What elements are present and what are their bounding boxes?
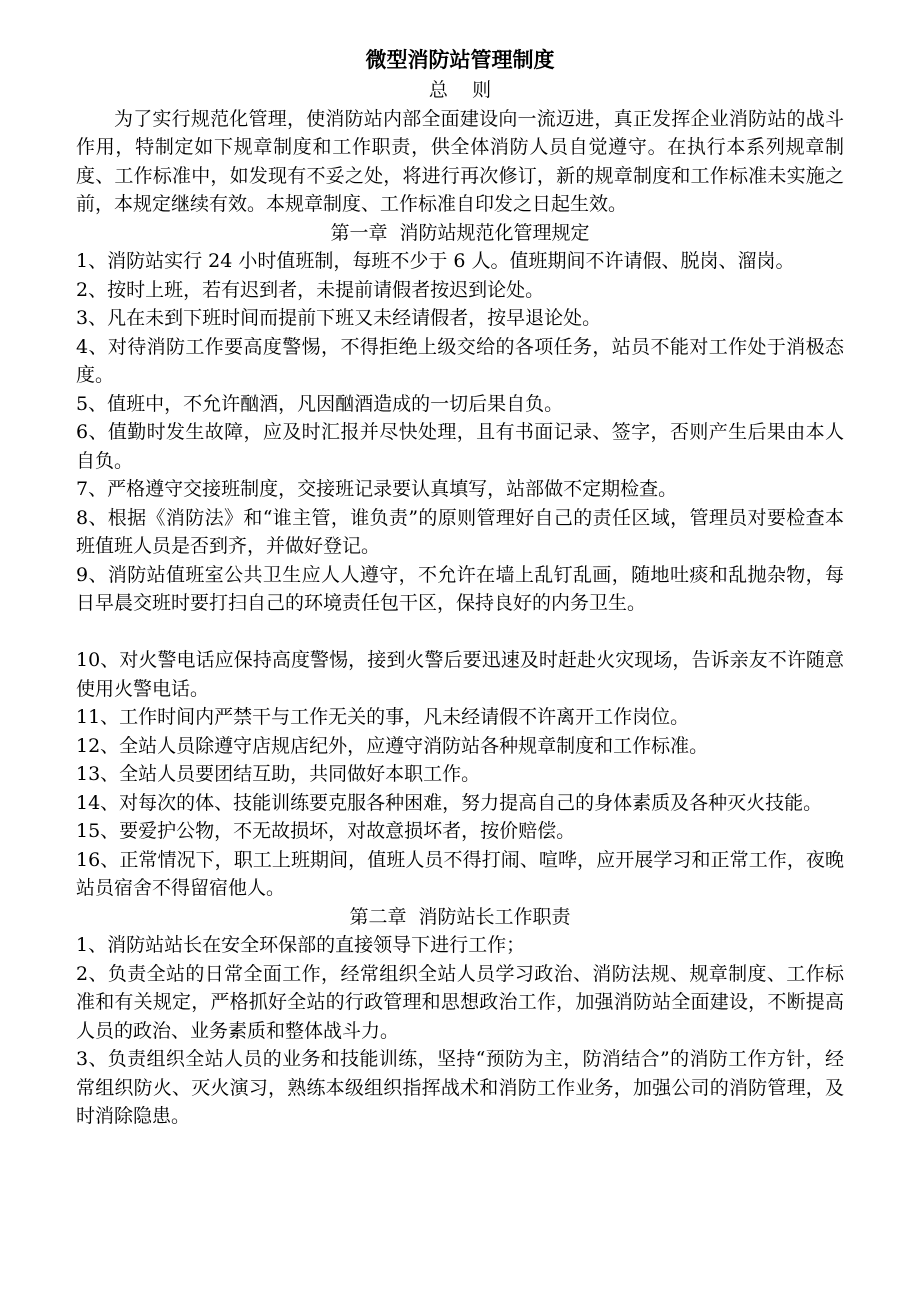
chapter1-item-3: 3、凡在未到下班时间而提前下班又未经请假者，按早退论处。	[76, 307, 602, 329]
chapter2-item-3: 3、负责组织全站人员的业务和技能训练，坚持“预防为主，防消结合”的消防工作方针，经常组织防火、灭火演习，熟练本级组织指挥战术和消防工作业务，加强公司的消防管理，及时消除隐患。	[76, 1048, 844, 1127]
chapter2-item-1: 1、消防站站长在安全环保部的直接领导下进行工作；	[76, 934, 526, 956]
chapter1-item-13: 13、全站人员要团结互助，共同做好本职工作。	[76, 763, 481, 785]
blank-line	[76, 618, 844, 647]
chapter2-item-2: 2、负责全站的日常全面工作，经常组织全站人员学习政治、消防法规、规章制度、工作标准和有关规定，严格抓好全站的行政管理和思想政治工作，加强消防站全面建设，不断提高人员的政治、业务素质和整体战斗力。	[76, 962, 844, 1042]
chapter1-item-12: 12、全站人员除遵守店规店纪外，应遵守消防站各种规章制度和工作标准。	[76, 734, 709, 757]
chapter1-item-7: 7、严格遵守交接班制度，交接班记录要认真填写，站部做不定期检查。	[76, 478, 678, 500]
chapter1-item-6: 6、值勤时发生故障，应及时汇报并尽快处理，且有书面记录、签字，否则产生后果由本人自负。	[76, 421, 844, 472]
document-title: 微型消防站管理制度	[365, 47, 555, 72]
general-heading: 总 则	[428, 79, 492, 101]
chapter1-item-15: 15、要爱护公物，不无故损坏，对故意损坏者，按价赔偿。	[76, 820, 576, 842]
chapter1-item-1: 1、消防站实行 24 小时值班制，每班不少于 6 人。值班期间不许请假、脱岗、溜岗。	[76, 250, 795, 272]
chapter2-heading: 第二章 消防站长工作职责	[349, 905, 571, 928]
chapter1-heading: 第一章 消防站规范化管理规定	[330, 221, 590, 244]
chapter1-item-16: 16、正常情况下，职工上班期间，值班人员不得打闹、喧哗，应开展学习和正常工作，夜晚站员宿舍不得留宿他人。	[76, 848, 844, 899]
chapter1-item-14: 14、对每次的体、技能训练要克服各种困难，努力提高自己的身体素质及各种灭火技能。	[76, 791, 823, 814]
chapter1-item-5: 5、值班中，不允许酗酒，凡因酗酒造成的一切后果自负。	[76, 392, 564, 415]
chapter1-item-11: 11、工作时间内严禁干与工作无关的事，凡未经请假不许离开工作岗位。	[76, 706, 690, 728]
document-page	[76, 44, 844, 1131]
chapter1-item-10: 10、对火警电话应保持高度警惕，接到火警后要迅速及时赶赴火灾现场，告诉亲友不许随意使用火警电话。	[76, 649, 844, 700]
chapter1-item-4: 4、对待消防工作要高度警惕，不得拒绝上级交给的各项任务，站员不能对工作处于消极态度。	[76, 335, 844, 386]
chapter1-item-8: 8、根据《消防法》和“谁主管，谁负责”的原则管理好自己的责任区域，管理员对要检查本班值班人员是否到齐，并做好登记。	[76, 506, 844, 557]
chapter1-item-9: 9、消防站值班室公共卫生应人人遵守，不允许在墙上乱钉乱画，随地吐痰和乱抛杂物，每日早晨交班时要打扫自己的环境责任包干区，保持良好的内务卫生。	[76, 563, 844, 614]
intro-paragraph: 为了实行规范化管理，使消防站内部全面建设向一流迈进，真正发挥企业消防站的战斗作用，特制定如下规章制度和工作职责，供全体消防人员自觉遵守。在执行本系列规章制度、工作标准中，如发现有不妥之处，将进行再次修订，新的规章制度和工作标准未实施之前，本规定继续有效。本规章制度、工作标准自印发之日起生效。	[76, 107, 844, 215]
chapter1-item-2: 2、按时上班，若有迟到者，未提前请假者按迟到论处。	[76, 278, 545, 301]
